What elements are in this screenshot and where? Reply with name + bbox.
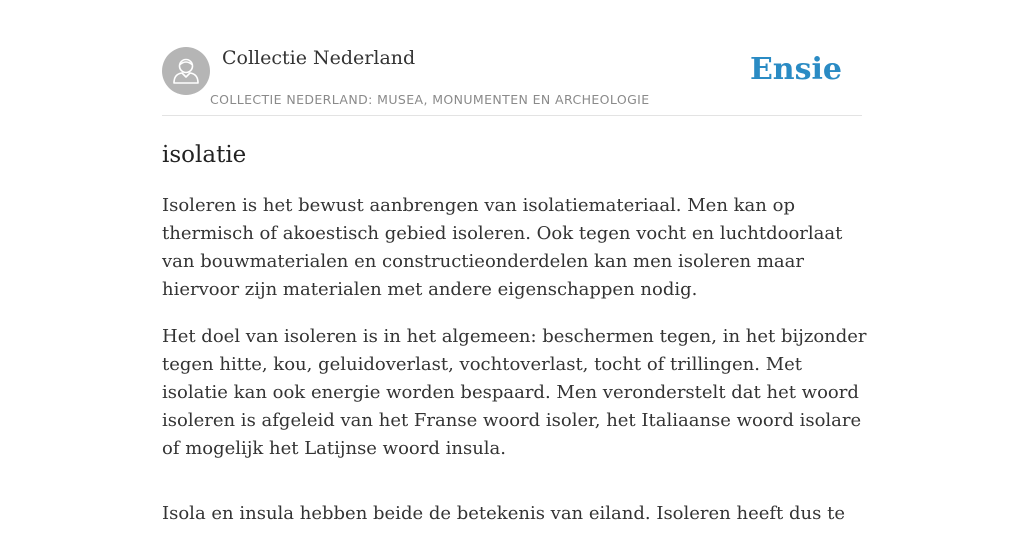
paragraph: Isoleren is het bewust aanbrengen van isolatiemateriaal. Men kan op thermisch of akoestisch gebied isoleren. Ook tegen vocht en luchtdoorlaat van bouwmaterialen en constructieonderdelen kan men isoleren maar hiervoor zijn materialen met andere eigenschappen nodig. <box>162 195 843 300</box>
paragraph: Isola en insula hebben beide de betekenis van eiland. Isoleren heeft dus te <box>162 503 845 524</box>
article-body <box>162 192 868 547</box>
header <box>162 0 862 116</box>
avatar[interactable] <box>162 47 210 95</box>
page-title: isolatie <box>162 142 247 168</box>
ensie-logo[interactable]: Ensie <box>749 52 842 87</box>
source-label[interactable]: COLLECTIE NEDERLAND: MUSEA, MONUMENTEN EN ARCHEOLOGIE <box>210 92 650 107</box>
user-icon <box>162 47 210 95</box>
author-name[interactable]: Collectie Nederland <box>222 47 416 69</box>
paragraph: Het doel van isoleren is in het algemeen: beschermen tegen, in het bijzonder tegen hitte, kou, geluidoverlast, vochtoverlast, tocht of trillingen. Met isolatie kan ook energie worden bespaard. Men veronderstelt dat het woord isoleren is afgeleid van het Franse woord isoler, het Italiaanse woord isolare of mogelijk het Latijnse woord insula. <box>162 326 867 459</box>
